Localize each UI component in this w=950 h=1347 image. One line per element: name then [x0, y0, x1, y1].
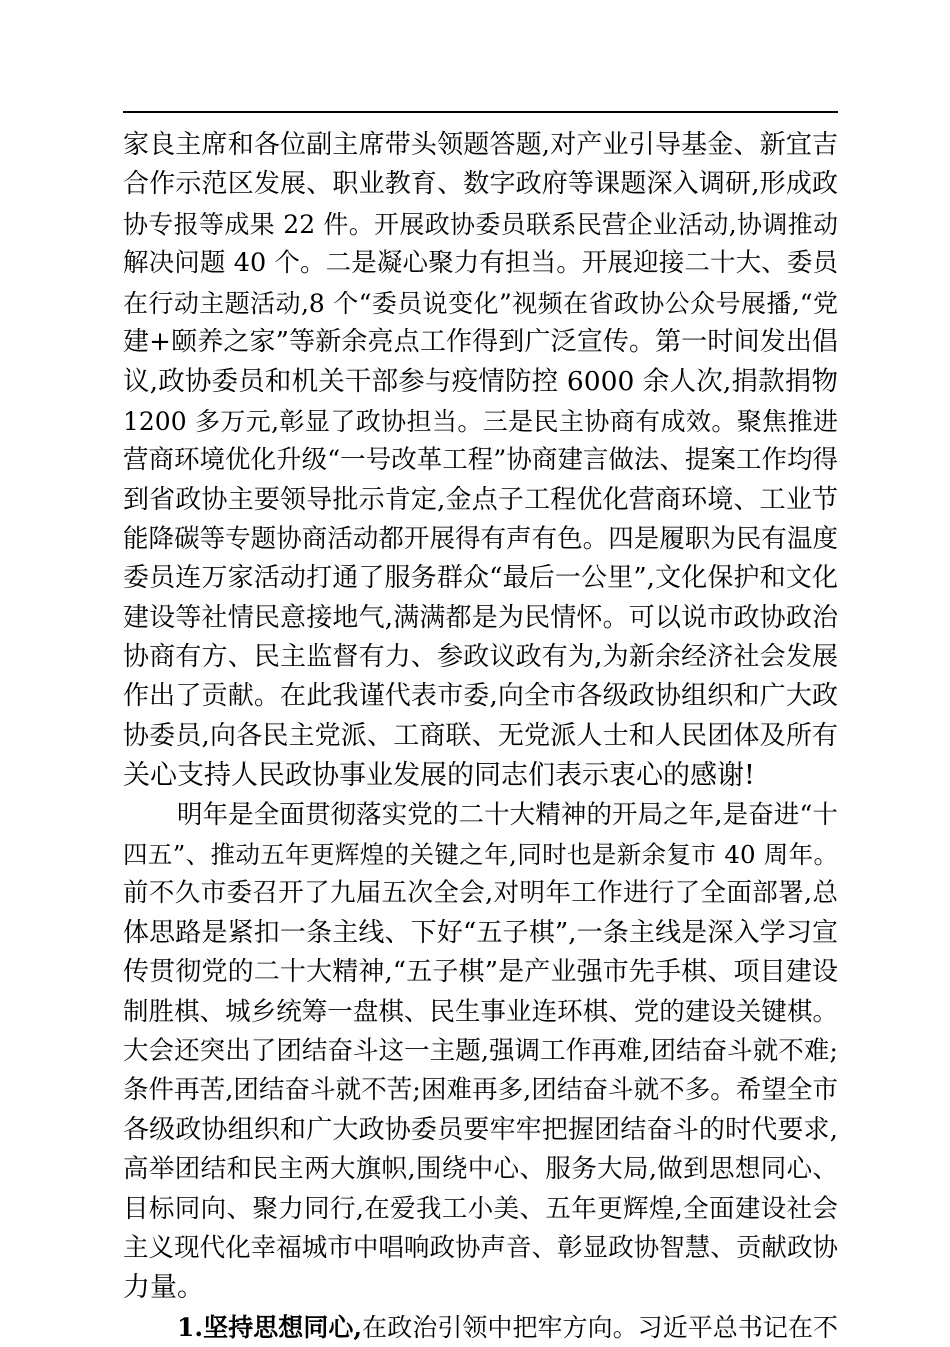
text-line: 到省政协主要领导批示肯定,金点子工程优化营商环境、工业节	[123, 484, 838, 515]
section-heading-line	[123, 1308, 838, 1347]
section-heading-rest: 在政治引领中把牢方向。习近平总书记在不	[362, 1312, 838, 1342]
text-line: 家良主席和各位副主席带头领题答题,对产业引导基金、新宜吉	[123, 130, 838, 160]
text-line: 高举团结和民主两大旗帜,围绕中心、服务大局,做到思想同心、	[123, 1154, 838, 1185]
text-line: 大会还突出了团结奋斗这一主题,强调工作再难,团结奋斗就不难;	[123, 1035, 838, 1066]
text-line: 制胜棋、城乡统筹一盘棋、民生事业连环棋、党的建设关键棋。	[123, 996, 838, 1027]
text-line: 合作示范区发展、职业教育、数字政府等课题深入调研,形成政	[123, 169, 838, 200]
text-line: 条件再苦,团结奋斗就不苦;困难再多,团结奋斗就不多。希望全市	[123, 1075, 838, 1106]
text-line: 委员连万家活动打通了服务群众“最后一公里”,文化保护和文化	[123, 563, 838, 594]
text-line: 在行动主题活动,8 个“委员说变化”视频在省政协公众号展播,“党	[123, 288, 838, 318]
text-line: 前不久市委召开了九届五次全会,对明年工作进行了全面部署,总	[123, 878, 838, 909]
text-line: 能降碳等专题协商活动都开展得有声有色。四是履职为民有温度	[123, 523, 838, 554]
text-line: 1200 多万元,彰显了政协担当。三是民主协商有成效。聚焦推进	[123, 406, 838, 436]
text-line: 明年是全面贯彻落实党的二十大精神的开局之年,是奋进“十	[177, 799, 838, 830]
text-line: 目标同向、聚力同行,在爱我工小美、五年更辉煌,全面建设社会	[123, 1193, 838, 1224]
text-line: 四五”、推动五年更辉煌的关键之年,同时也是新余复市 40 周年。	[123, 840, 838, 870]
text-line: 协商有方、民主监督有力、参政议政有为,为新余经济社会发展	[123, 642, 838, 673]
text-line: 作出了贡献。在此我谨代表市委,向全市各级政协组织和广大政	[123, 681, 838, 712]
text-line: 建设等社情民意接地气,满满都是为民情怀。可以说市政协政治	[123, 602, 838, 633]
text-line: 建+颐养之家”等新余亮点工作得到广泛宣传。第一时间发出倡	[123, 326, 838, 357]
section-heading-lead: 1.坚持思想同心,	[177, 1312, 363, 1342]
text-line: 力量。	[123, 1272, 204, 1304]
text-line: 营商环境优化升级“一号改革工程”协商建言做法、提案工作均得	[123, 445, 838, 476]
header-rule	[123, 111, 838, 113]
body-text	[123, 126, 838, 1347]
text-line: 各级政协组织和广大政协委员要牢牢把握团结奋斗的时代要求,	[123, 1114, 838, 1145]
text-line: 传贯彻党的二十大精神,“五子棋”是产业强市先手棋、项目建设	[123, 957, 838, 988]
text-line: 关心支持人民政协事业发展的同志们表示衷心的感谢!	[123, 760, 755, 792]
text-line: 体思路是紧扣一条主线、下好“五子棋”,一条主线是深入学习宣	[123, 917, 838, 948]
text-line: 议,政协委员和机关干部参与疫情防控 6000 余人次,捐款捐物	[123, 366, 838, 398]
text-line: 主义现代化幸福城市中唱响政协声音、彰显政协智慧、贡献政协	[123, 1232, 838, 1263]
text-line: 协专报等成果 22 件。开展政协委员联系民营企业活动,协调推动	[123, 209, 838, 239]
text-line: 协委员,向各民主党派、工商联、无党派人士和人民团体及所有	[123, 720, 838, 751]
text-line: 解决问题 40 个。二是凝心聚力有担当。开展迎接二十大、委员	[123, 248, 838, 279]
